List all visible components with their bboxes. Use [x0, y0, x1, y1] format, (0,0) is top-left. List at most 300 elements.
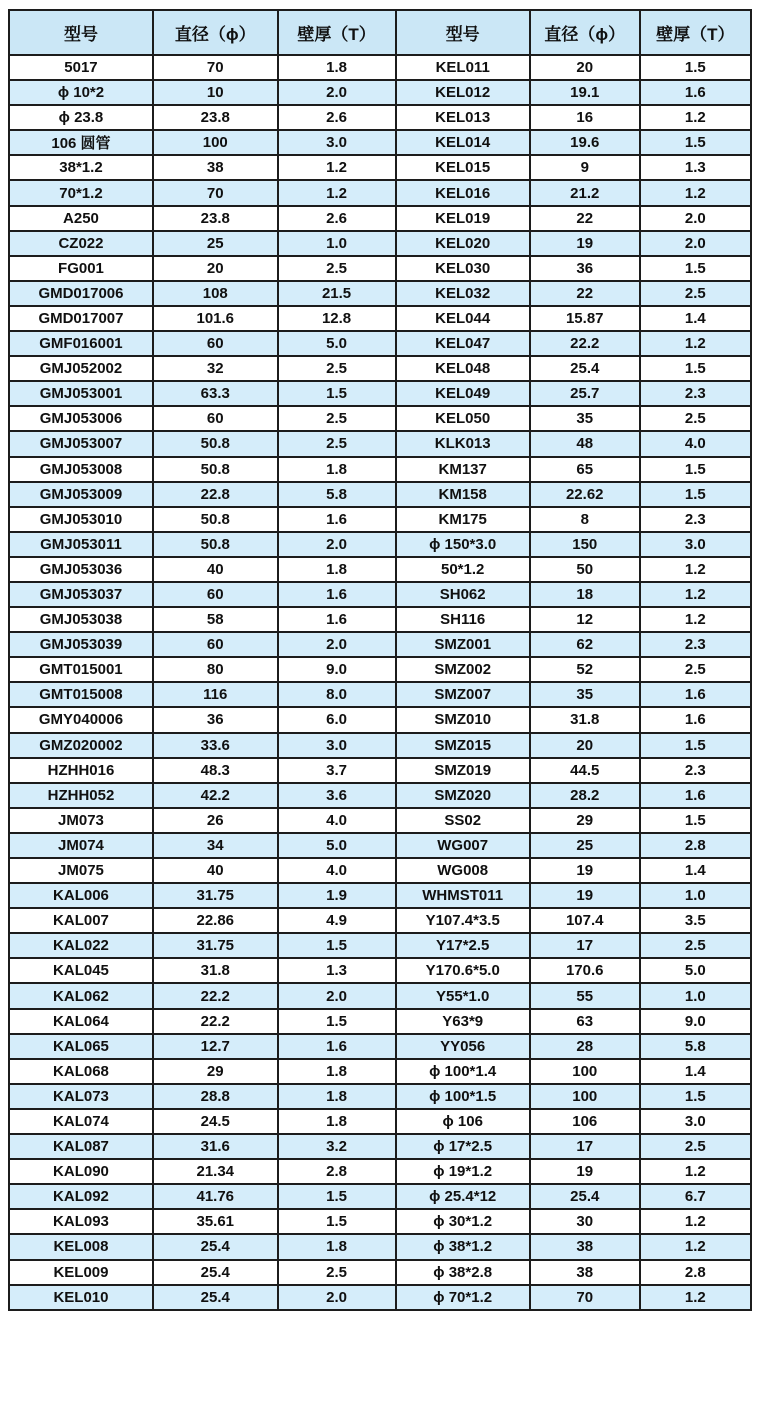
model-cell: GMJ053010 [9, 507, 153, 532]
thickness-cell: 2.5 [278, 406, 396, 431]
diameter-cell: 29 [530, 808, 640, 833]
thickness-cell: 1.5 [640, 256, 751, 281]
model-cell: KEL014 [396, 130, 530, 155]
diameter-cell: 116 [153, 682, 278, 707]
diameter-cell: 33.6 [153, 733, 278, 758]
table-row [9, 256, 751, 281]
thickness-cell: 3.0 [640, 1109, 751, 1134]
thickness-cell: 2.0 [278, 1285, 396, 1310]
diameter-cell: 35 [530, 682, 640, 707]
header-row [9, 10, 751, 55]
model-cell: GMD017007 [9, 306, 153, 331]
thickness-cell: 2.8 [640, 1260, 751, 1285]
thickness-cell: 1.6 [278, 607, 396, 632]
table-row [9, 557, 751, 582]
table-row [9, 958, 751, 983]
diameter-cell: 25.4 [530, 1184, 640, 1209]
model-cell: GMY040006 [9, 707, 153, 732]
model-cell: CZ022 [9, 231, 153, 256]
model-cell: ϕ 100*1.4 [396, 1059, 530, 1084]
thickness-cell: 2.5 [278, 256, 396, 281]
diameter-cell: 38 [530, 1234, 640, 1259]
thickness-cell: 1.6 [278, 1034, 396, 1059]
thickness-cell: 1.0 [640, 983, 751, 1008]
model-cell: KEL047 [396, 331, 530, 356]
thickness-cell: 1.2 [640, 607, 751, 632]
diameter-cell: 25.4 [153, 1285, 278, 1310]
diameter-cell: 22.62 [530, 482, 640, 507]
model-cell: KEL012 [396, 80, 530, 105]
diameter-cell: 25.4 [153, 1234, 278, 1259]
diameter-cell: 31.8 [153, 958, 278, 983]
thickness-cell: 1.4 [640, 306, 751, 331]
thickness-cell: 1.6 [278, 582, 396, 607]
thickness-cell: 1.5 [278, 1209, 396, 1234]
diameter-cell: 38 [530, 1260, 640, 1285]
thickness-cell: 1.8 [278, 1109, 396, 1134]
model-cell: GMJ053011 [9, 532, 153, 557]
thickness-cell: 1.2 [640, 582, 751, 607]
diameter-cell: 42.2 [153, 783, 278, 808]
diameter-cell: 25.7 [530, 381, 640, 406]
table-row [9, 231, 751, 256]
thickness-cell: 1.6 [640, 682, 751, 707]
model-cell: GMT015008 [9, 682, 153, 707]
diameter-cell: 28 [530, 1034, 640, 1059]
table-row [9, 130, 751, 155]
diameter-cell: 21.34 [153, 1159, 278, 1184]
diameter-cell: 70 [530, 1285, 640, 1310]
model-cell: GMJ053008 [9, 457, 153, 482]
thickness-cell: 1.5 [640, 733, 751, 758]
model-cell: KAL006 [9, 883, 153, 908]
diameter-cell: 60 [153, 331, 278, 356]
diameter-cell: 17 [530, 933, 640, 958]
table-row [9, 1009, 751, 1034]
thickness-cell: 1.4 [640, 1059, 751, 1084]
diameter-cell: 31.6 [153, 1134, 278, 1159]
table-row [9, 356, 751, 381]
thickness-cell: 5.0 [278, 331, 396, 356]
thickness-cell: 2.3 [640, 632, 751, 657]
table-row [9, 1084, 751, 1109]
thickness-cell: 1.5 [640, 130, 751, 155]
thickness-cell: 9.0 [640, 1009, 751, 1034]
thickness-cell: 1.2 [640, 1209, 751, 1234]
model-cell: 5017 [9, 55, 153, 80]
table-row [9, 1159, 751, 1184]
diameter-cell: 22.2 [153, 983, 278, 1008]
table-row [9, 582, 751, 607]
thickness-cell: 3.0 [278, 733, 396, 758]
thickness-cell: 2.5 [278, 1260, 396, 1285]
thickness-cell: 1.8 [278, 1059, 396, 1084]
thickness-cell: 4.9 [278, 908, 396, 933]
diameter-cell: 17 [530, 1134, 640, 1159]
diameter-cell: 41.76 [153, 1184, 278, 1209]
table-row [9, 281, 751, 306]
diameter-cell: 48.3 [153, 758, 278, 783]
table-row [9, 1109, 751, 1134]
diameter-cell: 12 [530, 607, 640, 632]
model-cell: KAL074 [9, 1109, 153, 1134]
diameter-cell: 20 [530, 55, 640, 80]
diameter-cell: 31.75 [153, 883, 278, 908]
model-cell: 106 圆管 [9, 130, 153, 155]
diameter-cell: 52 [530, 657, 640, 682]
model-cell: KAL092 [9, 1184, 153, 1209]
header-diameter-left: 直径（ϕ） [153, 10, 278, 55]
diameter-cell: 170.6 [530, 958, 640, 983]
model-cell: ϕ 100*1.5 [396, 1084, 530, 1109]
table-row [9, 381, 751, 406]
diameter-cell: 60 [153, 632, 278, 657]
header-thickness-left: 壁厚（T） [278, 10, 396, 55]
diameter-cell: 25.4 [530, 356, 640, 381]
diameter-cell: 19.1 [530, 80, 640, 105]
model-cell: ϕ 38*2.8 [396, 1260, 530, 1285]
diameter-cell: 22 [530, 281, 640, 306]
diameter-cell: 22 [530, 206, 640, 231]
table-row [9, 632, 751, 657]
model-cell: KEL030 [396, 256, 530, 281]
diameter-cell: 26 [153, 808, 278, 833]
model-cell: ϕ 30*1.2 [396, 1209, 530, 1234]
thickness-cell: 1.8 [278, 557, 396, 582]
spec-table [8, 9, 752, 1311]
thickness-cell: 1.6 [640, 783, 751, 808]
model-cell: Y107.4*3.5 [396, 908, 530, 933]
model-cell: GMD017006 [9, 281, 153, 306]
table-row [9, 306, 751, 331]
thickness-cell: 3.0 [278, 130, 396, 155]
thickness-cell: 6.7 [640, 1184, 751, 1209]
diameter-cell: 100 [530, 1084, 640, 1109]
model-cell: KEL011 [396, 55, 530, 80]
thickness-cell: 2.5 [640, 657, 751, 682]
model-cell: KAL087 [9, 1134, 153, 1159]
thickness-cell: 1.3 [640, 155, 751, 180]
thickness-cell: 2.3 [640, 507, 751, 532]
diameter-cell: 22.2 [153, 1009, 278, 1034]
thickness-cell: 1.2 [640, 105, 751, 130]
model-cell: ϕ 70*1.2 [396, 1285, 530, 1310]
model-cell: KEL008 [9, 1234, 153, 1259]
thickness-cell: 3.2 [278, 1134, 396, 1159]
diameter-cell: 62 [530, 632, 640, 657]
thickness-cell: 1.5 [278, 1184, 396, 1209]
thickness-cell: 3.0 [640, 532, 751, 557]
thickness-cell: 1.0 [278, 231, 396, 256]
model-cell: 38*1.2 [9, 155, 153, 180]
table-row [9, 1184, 751, 1209]
table-row [9, 1134, 751, 1159]
model-cell: KAL064 [9, 1009, 153, 1034]
model-cell: SH062 [396, 582, 530, 607]
diameter-cell: 19.6 [530, 130, 640, 155]
model-cell: GMZ020002 [9, 733, 153, 758]
diameter-cell: 32 [153, 356, 278, 381]
model-cell: GMJ053037 [9, 582, 153, 607]
diameter-cell: 22.8 [153, 482, 278, 507]
diameter-cell: 44.5 [530, 758, 640, 783]
header-model-right: 型号 [396, 10, 530, 55]
diameter-cell: 10 [153, 80, 278, 105]
model-cell: KAL065 [9, 1034, 153, 1059]
diameter-cell: 20 [153, 256, 278, 281]
model-cell: KEL049 [396, 381, 530, 406]
model-cell: KM175 [396, 507, 530, 532]
diameter-cell: 22.86 [153, 908, 278, 933]
diameter-cell: 15.87 [530, 306, 640, 331]
thickness-cell: 1.5 [640, 55, 751, 80]
diameter-cell: 107.4 [530, 908, 640, 933]
thickness-cell: 1.5 [278, 381, 396, 406]
model-cell: SH116 [396, 607, 530, 632]
diameter-cell: 50.8 [153, 457, 278, 482]
model-cell: KAL073 [9, 1084, 153, 1109]
model-cell: ϕ 23.8 [9, 105, 153, 130]
thickness-cell: 4.0 [278, 858, 396, 883]
header-model-left: 型号 [9, 10, 153, 55]
model-cell: HZHH016 [9, 758, 153, 783]
diameter-cell: 19 [530, 858, 640, 883]
table-row [9, 155, 751, 180]
diameter-cell: 25 [153, 231, 278, 256]
diameter-cell: 19 [530, 1159, 640, 1184]
thickness-cell: 1.5 [640, 457, 751, 482]
thickness-cell: 2.6 [278, 206, 396, 231]
thickness-cell: 1.0 [640, 883, 751, 908]
diameter-cell: 50.8 [153, 431, 278, 456]
model-cell: 70*1.2 [9, 180, 153, 205]
thickness-cell: 8.0 [278, 682, 396, 707]
thickness-cell: 1.6 [278, 507, 396, 532]
thickness-cell: 5.8 [278, 482, 396, 507]
diameter-cell: 40 [153, 858, 278, 883]
thickness-cell: 1.2 [278, 155, 396, 180]
diameter-cell: 35 [530, 406, 640, 431]
diameter-cell: 18 [530, 582, 640, 607]
thickness-cell: 1.2 [640, 331, 751, 356]
diameter-cell: 23.8 [153, 206, 278, 231]
thickness-cell: 2.3 [640, 758, 751, 783]
diameter-cell: 63 [530, 1009, 640, 1034]
diameter-cell: 108 [153, 281, 278, 306]
thickness-cell: 2.5 [278, 356, 396, 381]
diameter-cell: 80 [153, 657, 278, 682]
model-cell: ϕ 25.4*12 [396, 1184, 530, 1209]
diameter-cell: 36 [530, 256, 640, 281]
thickness-cell: 1.5 [278, 1009, 396, 1034]
diameter-cell: 70 [153, 180, 278, 205]
diameter-cell: 12.7 [153, 1034, 278, 1059]
table-row [9, 682, 751, 707]
diameter-cell: 28.2 [530, 783, 640, 808]
thickness-cell: 2.5 [640, 406, 751, 431]
table-row [9, 808, 751, 833]
diameter-cell: 30 [530, 1209, 640, 1234]
thickness-cell: 3.7 [278, 758, 396, 783]
diameter-cell: 38 [153, 155, 278, 180]
model-cell: ϕ 38*1.2 [396, 1234, 530, 1259]
table-row [9, 883, 751, 908]
model-cell: KEL015 [396, 155, 530, 180]
model-cell: KEL048 [396, 356, 530, 381]
thickness-cell: 5.0 [278, 833, 396, 858]
thickness-cell: 2.0 [278, 632, 396, 657]
model-cell: SMZ007 [396, 682, 530, 707]
diameter-cell: 48 [530, 431, 640, 456]
model-cell: KAL022 [9, 933, 153, 958]
thickness-cell: 1.4 [640, 858, 751, 883]
table-row [9, 607, 751, 632]
diameter-cell: 23.8 [153, 105, 278, 130]
model-cell: Y17*2.5 [396, 933, 530, 958]
model-cell: KM158 [396, 482, 530, 507]
model-cell: SMZ002 [396, 657, 530, 682]
thickness-cell: 2.5 [278, 431, 396, 456]
model-cell: KLK013 [396, 431, 530, 456]
table-row [9, 331, 751, 356]
model-cell: SMZ001 [396, 632, 530, 657]
diameter-cell: 50 [530, 557, 640, 582]
table-row [9, 1059, 751, 1084]
thickness-cell: 1.5 [640, 482, 751, 507]
thickness-cell: 1.8 [278, 457, 396, 482]
thickness-cell: 1.2 [640, 1234, 751, 1259]
diameter-cell: 60 [153, 582, 278, 607]
thickness-cell: 1.6 [640, 707, 751, 732]
table-row [9, 1234, 751, 1259]
model-cell: ϕ 17*2.5 [396, 1134, 530, 1159]
table-row [9, 833, 751, 858]
model-cell: FG001 [9, 256, 153, 281]
model-cell: Y170.6*5.0 [396, 958, 530, 983]
table-header [9, 10, 751, 55]
model-cell: KEL009 [9, 1260, 153, 1285]
table-row [9, 1260, 751, 1285]
diameter-cell: 36 [153, 707, 278, 732]
model-cell: SMZ020 [396, 783, 530, 808]
thickness-cell: 3.5 [640, 908, 751, 933]
model-cell: KAL068 [9, 1059, 153, 1084]
model-cell: SMZ010 [396, 707, 530, 732]
thickness-cell: 2.0 [640, 231, 751, 256]
table-row [9, 908, 751, 933]
model-cell: ϕ 106 [396, 1109, 530, 1134]
thickness-cell: 1.8 [278, 55, 396, 80]
model-cell: KEL019 [396, 206, 530, 231]
thickness-cell: 1.5 [640, 808, 751, 833]
diameter-cell: 25.4 [153, 1260, 278, 1285]
model-cell: GMJ052002 [9, 356, 153, 381]
thickness-cell: 2.6 [278, 105, 396, 130]
header-diameter-right: 直径（ϕ） [530, 10, 640, 55]
model-cell: HZHH052 [9, 783, 153, 808]
thickness-cell: 2.0 [640, 206, 751, 231]
thickness-cell: 1.5 [640, 356, 751, 381]
table-row [9, 55, 751, 80]
table-row [9, 482, 751, 507]
model-cell: KEL032 [396, 281, 530, 306]
diameter-cell: 21.2 [530, 180, 640, 205]
diameter-cell: 106 [530, 1109, 640, 1134]
thickness-cell: 2.0 [278, 80, 396, 105]
table-row [9, 983, 751, 1008]
table-row [9, 1209, 751, 1234]
model-cell: GMJ053039 [9, 632, 153, 657]
model-cell: ϕ 150*3.0 [396, 532, 530, 557]
diameter-cell: 31.8 [530, 707, 640, 732]
thickness-cell: 1.2 [278, 180, 396, 205]
diameter-cell: 65 [530, 457, 640, 482]
model-cell: GMJ053009 [9, 482, 153, 507]
diameter-cell: 70 [153, 55, 278, 80]
model-cell: KAL062 [9, 983, 153, 1008]
model-cell: ϕ 10*2 [9, 80, 153, 105]
thickness-cell: 4.0 [640, 431, 751, 456]
model-cell: GMT015001 [9, 657, 153, 682]
model-cell: KEL016 [396, 180, 530, 205]
model-cell: KAL090 [9, 1159, 153, 1184]
diameter-cell: 50.8 [153, 507, 278, 532]
model-cell: GMF016001 [9, 331, 153, 356]
diameter-cell: 35.61 [153, 1209, 278, 1234]
model-cell: Y63*9 [396, 1009, 530, 1034]
thickness-cell: 2.5 [640, 281, 751, 306]
diameter-cell: 101.6 [153, 306, 278, 331]
diameter-cell: 22.2 [530, 331, 640, 356]
table-row [9, 1034, 751, 1059]
thickness-cell: 5.0 [640, 958, 751, 983]
model-cell: SMZ015 [396, 733, 530, 758]
thickness-cell: 3.6 [278, 783, 396, 808]
thickness-cell: 12.8 [278, 306, 396, 331]
thickness-cell: 1.3 [278, 958, 396, 983]
table-row [9, 858, 751, 883]
thickness-cell: 1.8 [278, 1084, 396, 1109]
thickness-cell: 1.6 [640, 80, 751, 105]
thickness-cell: 21.5 [278, 281, 396, 306]
diameter-cell: 100 [530, 1059, 640, 1084]
model-cell: GMJ053001 [9, 381, 153, 406]
model-cell: KAL045 [9, 958, 153, 983]
diameter-cell: 28.8 [153, 1084, 278, 1109]
table-row [9, 457, 751, 482]
thickness-cell: 2.8 [640, 833, 751, 858]
model-cell: GMJ053038 [9, 607, 153, 632]
diameter-cell: 16 [530, 105, 640, 130]
model-cell: KAL007 [9, 908, 153, 933]
model-cell: SS02 [396, 808, 530, 833]
model-cell: JM075 [9, 858, 153, 883]
diameter-cell: 20 [530, 733, 640, 758]
table-row [9, 657, 751, 682]
table-row [9, 406, 751, 431]
model-cell: KEL013 [396, 105, 530, 130]
model-cell: JM074 [9, 833, 153, 858]
diameter-cell: 9 [530, 155, 640, 180]
table-row [9, 206, 751, 231]
thickness-cell: 2.5 [640, 1134, 751, 1159]
model-cell: KAL093 [9, 1209, 153, 1234]
model-cell: KM137 [396, 457, 530, 482]
model-cell: A250 [9, 206, 153, 231]
diameter-cell: 60 [153, 406, 278, 431]
table-row [9, 733, 751, 758]
table-body [9, 55, 751, 1310]
